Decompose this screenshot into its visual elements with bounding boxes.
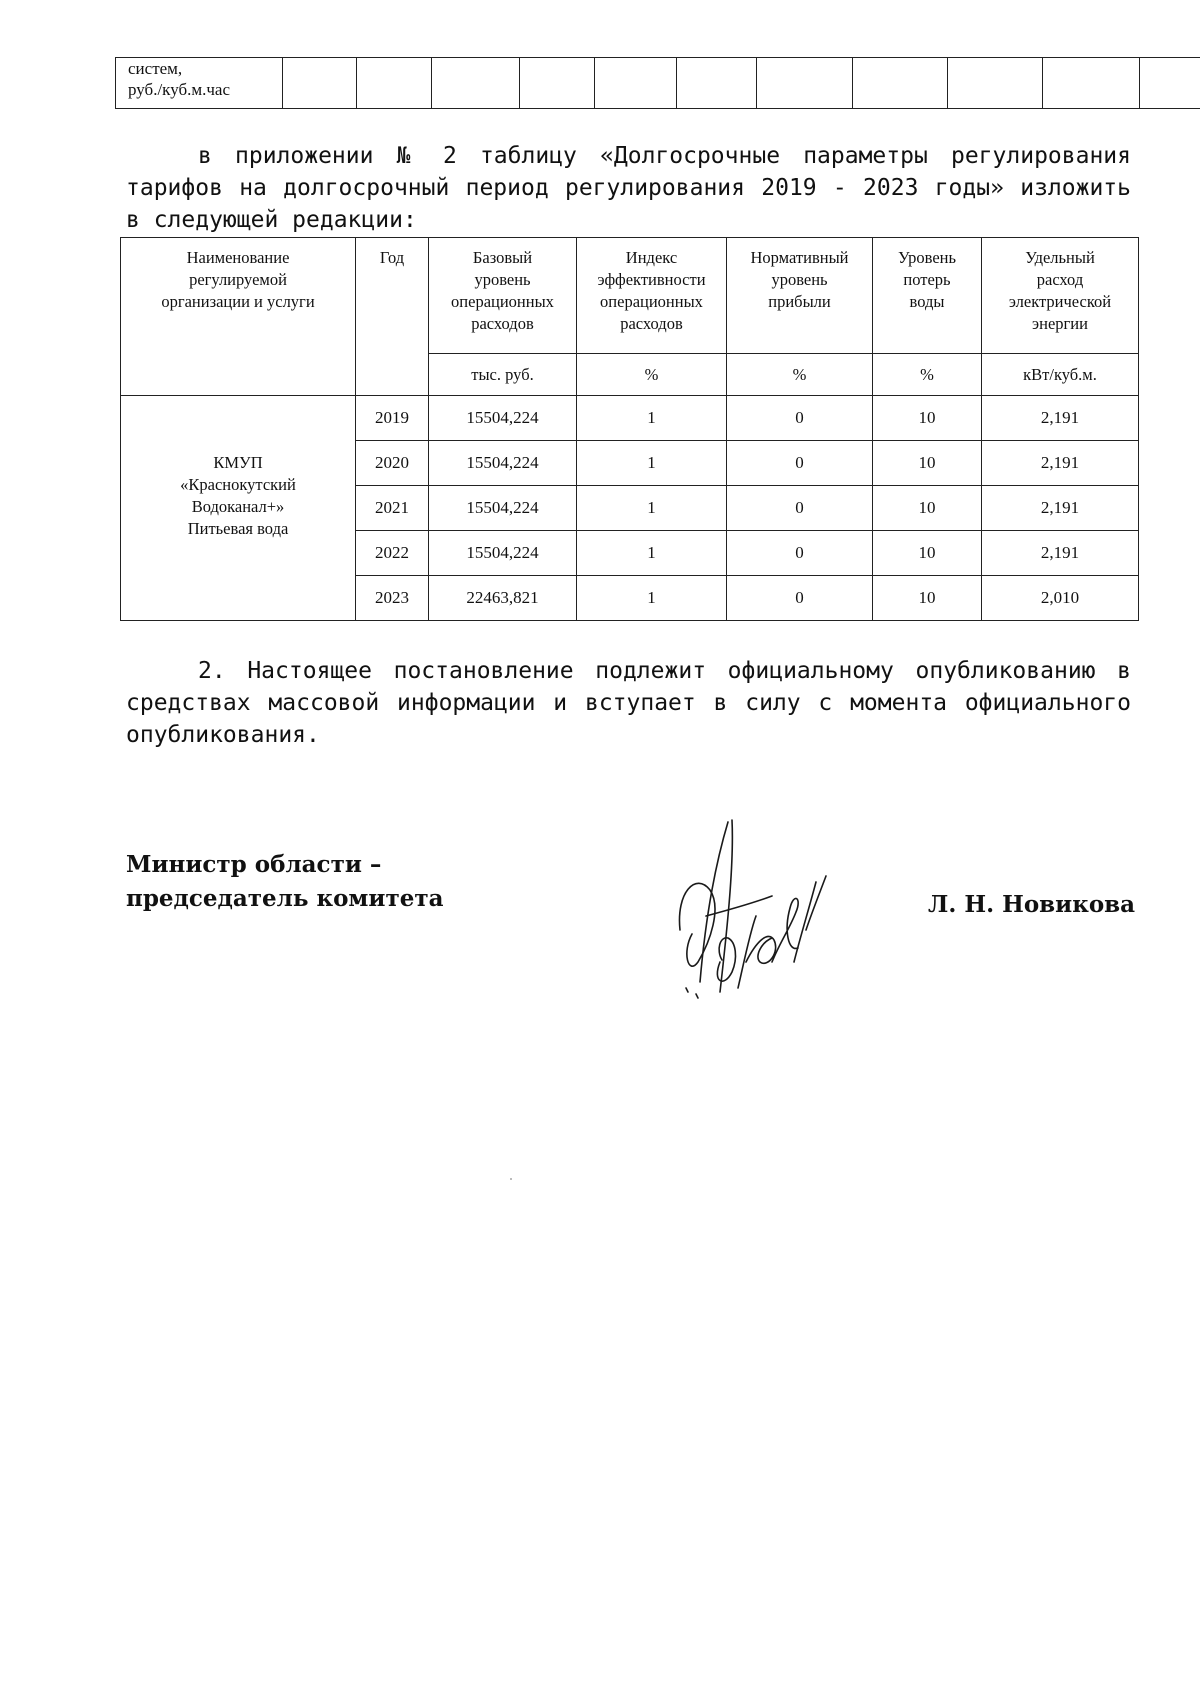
fragment-row	[116, 58, 1200, 109]
fragment-empty-cell	[357, 58, 432, 109]
cell-year: 2020	[356, 441, 429, 486]
fragment-empty-cell	[520, 58, 595, 109]
header-energy	[982, 238, 1139, 354]
unit-base: тыс. руб.	[429, 354, 577, 396]
cell-loss: 10	[873, 441, 982, 486]
cell-base: 15504,224	[429, 486, 577, 531]
cell-loss: 10	[873, 531, 982, 576]
cell-index: 1	[577, 531, 727, 576]
cell-base: 15504,224	[429, 531, 577, 576]
header-loss	[873, 238, 982, 354]
unit-profit: %	[727, 354, 873, 396]
signatory-name: Л. Н. Новикова	[928, 891, 1136, 918]
cell-profit: 0	[727, 486, 873, 531]
fragment-empty-cell	[283, 58, 357, 109]
cell-index: 1	[577, 486, 727, 531]
header-text: операционных	[600, 292, 703, 311]
header-text: потерь	[903, 270, 951, 289]
header-text: расход	[1036, 270, 1084, 289]
unit-energy: кВт/куб.м.	[982, 354, 1139, 396]
header-text: Базовый	[472, 248, 533, 267]
table-row	[121, 396, 1139, 441]
fragment-empty-cell	[677, 58, 757, 109]
cell-energy: 2,010	[982, 576, 1139, 621]
cell-year: 2023	[356, 576, 429, 621]
header-index	[577, 238, 727, 354]
header-text: Уровень	[897, 248, 957, 267]
header-text: Индекс	[625, 248, 678, 267]
header-org	[121, 238, 356, 396]
cell-energy: 2,191	[982, 441, 1139, 486]
header-row	[121, 238, 1139, 354]
header-profit	[727, 238, 873, 354]
signatory-title	[126, 848, 444, 916]
header-text: организации и услуги	[161, 292, 315, 311]
fragment-table	[115, 57, 1200, 109]
cell-loss: 10	[873, 396, 982, 441]
publication-paragraph: 2. Настоящее постановление подлежит официальному опубликованию в средствах массовой информации и вступает в силу с момента официального опубликования.	[126, 658, 1131, 748]
header-text: Наименование	[186, 248, 290, 267]
organization-line: «Краснокутский	[180, 475, 296, 494]
organization-line: Водоканал+»	[191, 497, 285, 516]
fragment-line: систем,	[128, 59, 183, 78]
fragment-empty-cell	[757, 58, 853, 109]
header-text: энергии	[1032, 314, 1088, 333]
header-text: операционных	[451, 292, 554, 311]
cell-year: 2022	[356, 531, 429, 576]
cell-profit: 0	[727, 441, 873, 486]
intro-paragraph: в приложении № 2 таблицу «Долгосрочные параметры регулирования тарифов на долгосрочный период регулирования 2019 - 2023 годы» изложить в следующей редакции:	[126, 143, 1131, 233]
header-text: регулируемой	[189, 270, 287, 289]
scan-speck	[510, 1178, 512, 1180]
organization-line: КМУП	[213, 453, 263, 472]
cell-profit: 0	[727, 531, 873, 576]
header-year	[356, 238, 429, 396]
header-text: Нормативный	[750, 248, 849, 267]
cell-profit: 0	[727, 576, 873, 621]
organization-line: Питьевая вода	[187, 519, 289, 538]
header-text: прибыли	[768, 292, 831, 311]
header-text: расходов	[620, 314, 683, 333]
header-text: Год	[379, 248, 405, 267]
cell-index: 1	[577, 396, 727, 441]
cell-year: 2019	[356, 396, 429, 441]
fragment-label-cell	[116, 58, 283, 109]
cell-loss: 10	[873, 486, 982, 531]
cell-base: 15504,224	[429, 441, 577, 486]
cell-energy: 2,191	[982, 396, 1139, 441]
fragment-empty-cell	[595, 58, 677, 109]
fragment-line: руб./куб.м.час	[128, 80, 231, 99]
cell-energy: 2,191	[982, 486, 1139, 531]
header-text: уровень	[474, 270, 531, 289]
fragment-empty-cell	[853, 58, 948, 109]
header-text: воды	[909, 292, 945, 311]
cell-profit: 0	[727, 396, 873, 441]
parameters-table	[120, 237, 1139, 621]
fragment-empty-cell	[948, 58, 1043, 109]
cell-base: 15504,224	[429, 396, 577, 441]
unit-index: %	[577, 354, 727, 396]
handwritten-signature	[676, 812, 846, 1002]
header-text: уровень	[771, 270, 828, 289]
header-base	[429, 238, 577, 354]
header-text: эффективности	[597, 270, 706, 289]
signatory-title-line: Министр области –	[126, 851, 382, 878]
header-text: расходов	[471, 314, 534, 333]
cell-base: 22463,821	[429, 576, 577, 621]
cell-index: 1	[577, 441, 727, 486]
fragment-empty-cell	[1043, 58, 1140, 109]
fragment-empty-cell	[1140, 58, 1200, 109]
cell-index: 1	[577, 576, 727, 621]
header-text: Удельный	[1025, 248, 1095, 267]
organization-cell	[121, 396, 356, 621]
cell-loss: 10	[873, 576, 982, 621]
fragment-empty-cell	[432, 58, 520, 109]
cell-year: 2021	[356, 486, 429, 531]
unit-loss: %	[873, 354, 982, 396]
signatory-title-line: председатель комитета	[126, 885, 444, 912]
cell-energy: 2,191	[982, 531, 1139, 576]
header-text: электрической	[1008, 292, 1112, 311]
